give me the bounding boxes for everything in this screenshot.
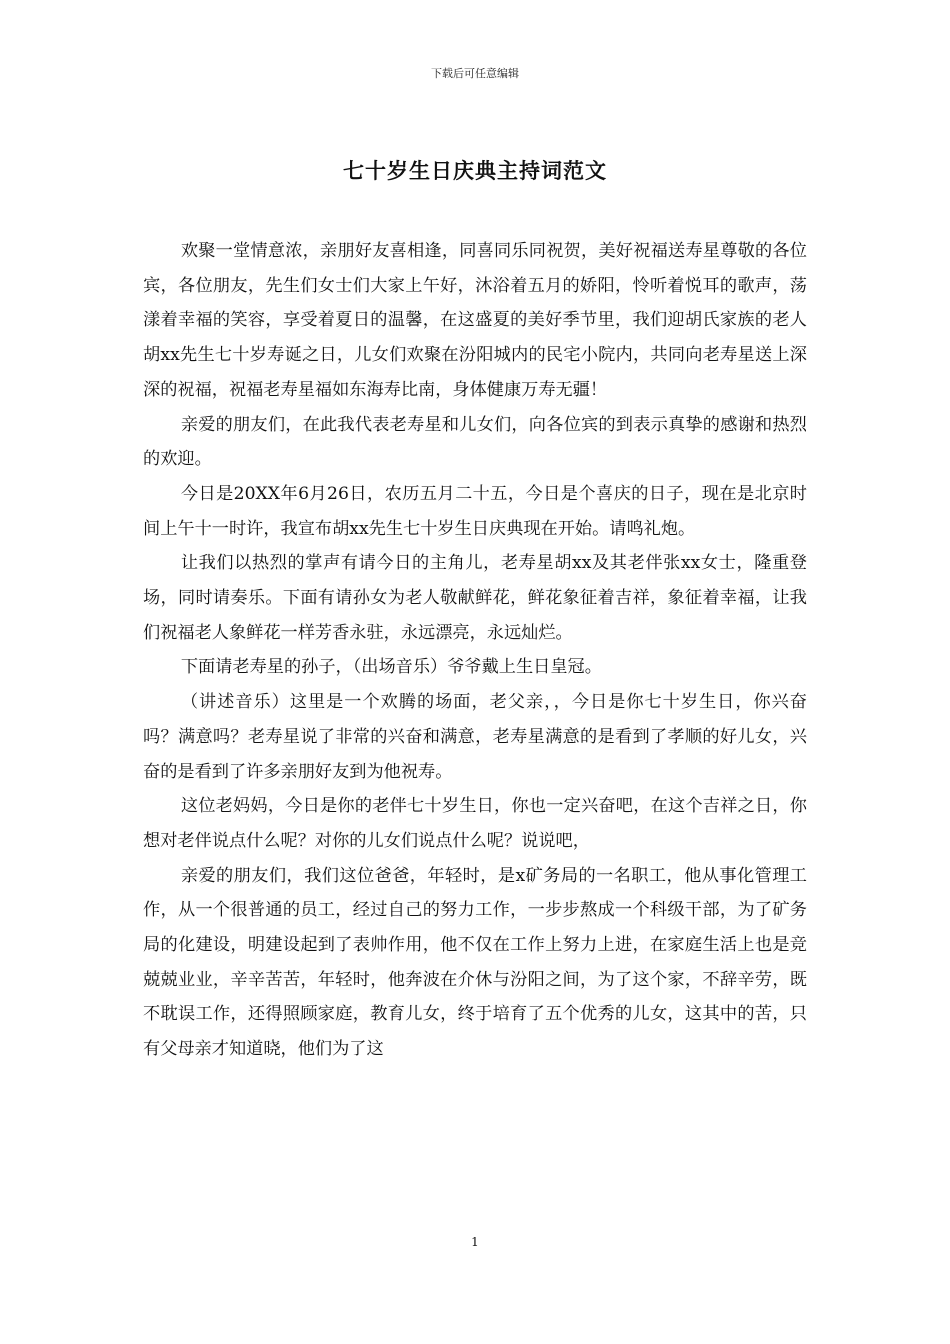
paragraph-5: 下面请老寿星的孙子，（出场音乐）爷爷戴上生日皇冠。: [180, 657, 602, 678]
paragraph-4: 让我们以热烈的掌声有请今日的主角儿，老寿星胡xx及其老伴张xx女士，隆重登场，同时请奏乐。下面有请孙女为老人敬献鲜花，鲜花象征着吉祥，象征着幸福，让我们祝福老人象鲜花一样芳香永驻，永远漂亮，永远灿烂。: [143, 553, 807, 643]
paragraph-3: 今日是20XX年6月26日，农历五月二十五，今日是个喜庆的日子，现在是北京时间上午十一时许，我宣布胡xx先生七十岁生日庆典现在开始。请鸣礼炮。: [143, 483, 807, 539]
paragraph-6: （讲述音乐）这里是一个欢腾的场面，老父亲，，今日是你七十岁生日，你兴奋吗？满意吗？老寿星说了非常的兴奋和满意，老寿星满意的是看到了孝顺的好儿女，兴奋的是看到了许多亲朋好友到为他祝寿。: [143, 692, 807, 782]
page-header-note: 下载后可任意编辑: [431, 67, 519, 80]
paragraph-1: 欢聚一堂情意浓，亲朋好友喜相逢，同喜同乐同祝贺，美好祝福送寿星尊敬的各位宾，各位朋友，先生们女士们大家上午好，沐浴着五月的娇阳，怜听着悦耳的歌声，荡漾着幸福的笑容，享受着夏日的温馨，在这盛夏的美好季节里，我们迎胡氏家族的老人胡xx先生七十岁寿诞之日，儿女们欢聚在汾阳城内的民宅小院内，共同向老寿星送上深深的祝福，祝福老寿星福如东海寿比南，身体健康万寿无疆！: [143, 241, 807, 400]
page-number: 1: [471, 1235, 479, 1249]
paragraph-2: 亲爱的朋友们，在此我代表老寿星和儿女们，向各位宾的到表示真挚的感谢和热烈的欢迎。: [143, 414, 807, 470]
paragraph-8: 亲爱的朋友们，我们这位爸爸，年轻时，是x矿务局的一名职工，他从事化管理工作，从一个很普通的员工，经过自己的努力工作，一步步熬成一个科级干部，为了矿务局的化建设，明建设起到了表帅作用，他不仅在工作上努力上进，在家庭生活上也是竞兢兢业业，辛辛苦苦，年轻时，他奔波在介休与汾阳之间，为了这个家，不辞辛劳，既不耽误工作，还得照顾家庭，教育儿女，终于培育了五个优秀的儿女，这其中的苦，只有父母亲才知道晓，他们为了这: [143, 865, 807, 1060]
paragraph-7: 这位老妈妈，今日是你的老伴七十岁生日，你也一定兴奋吧，在这个吉祥之日，你想对老伴说点什么呢？对你的儿女们说点什么呢？说说吧，: [143, 796, 807, 851]
document-title: 七十岁生日庆典主持词范文: [343, 158, 607, 183]
document-body: [143, 234, 807, 1067]
